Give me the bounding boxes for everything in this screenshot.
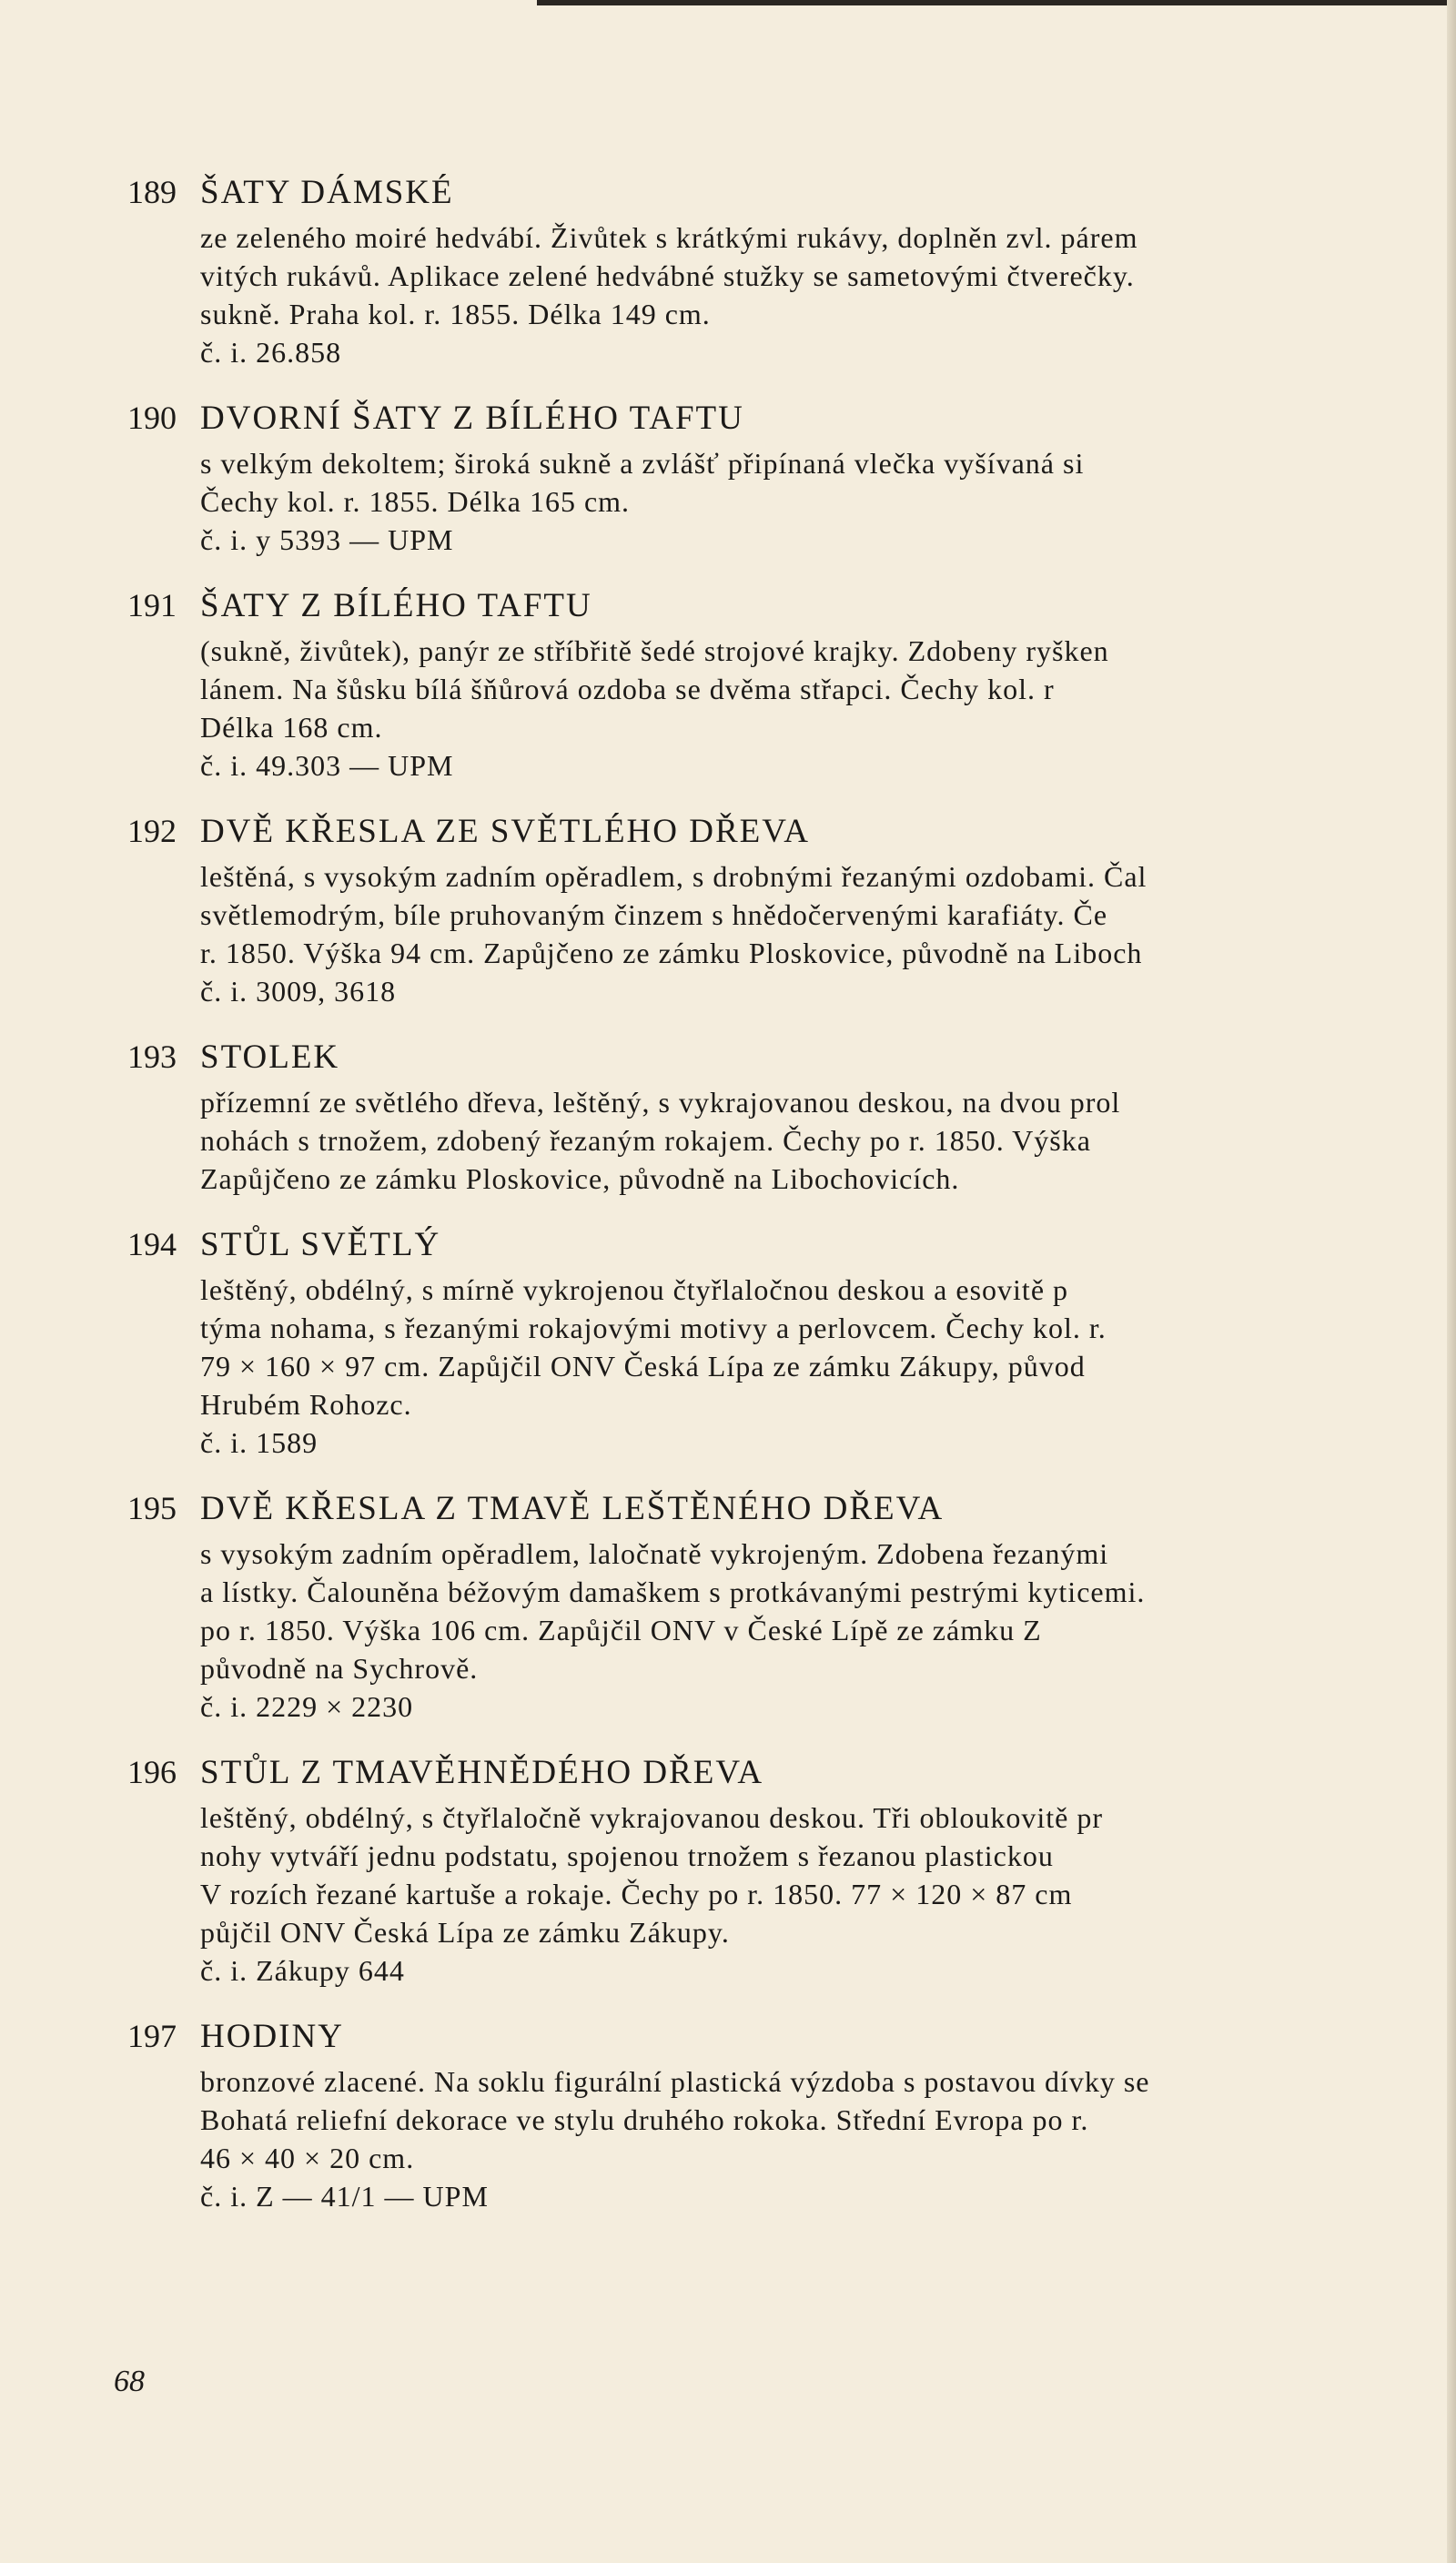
entry-heading [127, 1225, 1456, 1271]
entry-heading [127, 173, 1456, 218]
description-line: Zapůjčeno ze zámku Ploskovice, původně na Libochovicích. [200, 1162, 960, 1195]
catalog-entry [127, 1038, 1456, 1198]
catalog-entry [127, 399, 1456, 559]
entry-description [200, 218, 1456, 371]
inventory-number: č. i. Z — 41/1 — UPM [200, 2180, 489, 2213]
catalog-entry [127, 586, 1456, 785]
description-line: leštěný, obdélný, s čtyřlaločně vykrajovanou deskou. Tři obloukovitě pr [200, 1801, 1103, 1834]
entry-title: STŮL Z TMAVĚHNĚDÉHO DŘEVA [200, 1754, 764, 1791]
description-line: původně na Sychrově. [200, 1652, 479, 1685]
entry-description [200, 1271, 1456, 1462]
entry-number: 195 [127, 1490, 177, 1526]
entry-description [200, 1535, 1456, 1726]
entry-description [200, 1083, 1456, 1198]
entry-heading [127, 812, 1456, 857]
inventory-number: č. i. 1589 [200, 1426, 318, 1459]
description-line: nohy vytváří jednu podstatu, spojenou trnožem s řezanou plastickou [200, 1839, 1054, 1872]
description-line: Délka 168 cm. [200, 711, 383, 744]
description-line: leštěný, obdélný, s mírně vykrojenou čtyřlaločnou deskou a esovitě p [200, 1273, 1069, 1306]
description-line: (sukně, živůtek), panýr ze stříbřitě šedé strojové krajky. Zdobeny ryšken [200, 634, 1109, 667]
entry-title: DVĚ KŘESLA Z TMAVĚ LEŠTĚNÉHO DŘEVA [200, 1490, 945, 1527]
entry-number: 190 [127, 400, 177, 436]
entry-number: 192 [127, 813, 177, 849]
inventory-number: č. i. 26.858 [200, 336, 342, 369]
catalog-entry [127, 2017, 1456, 2215]
entry-description [200, 632, 1456, 785]
inventory-number: č. i. y 5393 — UPM [200, 523, 454, 556]
entry-number: 194 [127, 1226, 177, 1262]
entry-number: 191 [127, 587, 177, 623]
description-line: r. 1850. Výška 94 cm. Zapůjčeno ze zámku Ploskovice, původně na Liboch [200, 937, 1143, 969]
description-line: sukně. Praha kol. r. 1855. Délka 149 cm. [200, 298, 711, 330]
description-line: leštěná, s vysokým zadním opěradlem, s drobnými řezanými ozdobami. Čal [200, 860, 1148, 893]
catalog-entry [127, 1753, 1456, 1990]
description-line: světlemodrým, bíle pruhovaným činzem s hnědočervenými karafiáty. Če [200, 898, 1108, 931]
description-line: Hrubém Rohozc. [200, 1388, 412, 1421]
catalog-entries [127, 173, 1456, 2243]
description-line: s vysokým zadním opěradlem, laločnatě vykrojeným. Zdobena řezanými [200, 1537, 1109, 1570]
entry-description [200, 1798, 1456, 1990]
description-line: po r. 1850. Výška 106 cm. Zapůjčil ONV v České Lípě ze zámku Z [200, 1614, 1042, 1646]
catalog-entry [127, 1225, 1456, 1462]
entry-number: 189 [127, 174, 177, 210]
entry-heading [127, 2017, 1456, 2062]
entry-description [200, 857, 1456, 1010]
entry-title: STŮL SVĚTLÝ [200, 1226, 441, 1263]
page-number: 68 [114, 2365, 145, 2398]
catalog-entry [127, 173, 1456, 371]
entry-number: 196 [127, 1754, 177, 1790]
description-line: s velkým dekoltem; široká sukně a zvlášť připínaná vlečka vyšívaná si [200, 447, 1085, 480]
description-line: bronzové zlacené. Na soklu figurální plastická výzdoba s postavou dívky se [200, 2065, 1150, 2098]
top-edge-rule [537, 0, 1456, 5]
catalog-entry [127, 812, 1456, 1010]
inventory-number: č. i. Zákupy 644 [200, 1954, 405, 1987]
entry-description [200, 444, 1456, 559]
description-line: 79 × 160 × 97 cm. Zapůjčil ONV Česká Lípa ze zámku Zákupy, původ [200, 1350, 1086, 1383]
entry-heading [127, 586, 1456, 632]
entry-title: STOLEK [200, 1038, 340, 1076]
entry-number: 197 [127, 2018, 177, 2054]
description-line: Bohatá reliefní dekorace ve stylu druhého rokoka. Střední Evropa po r. [200, 2103, 1089, 2136]
description-line: V rozích řezané kartuše a rokaje. Čechy po r. 1850. 77 × 120 × 87 cm [200, 1878, 1073, 1910]
entry-heading [127, 399, 1456, 444]
catalog-entry [127, 1489, 1456, 1726]
inventory-number: č. i. 3009, 3618 [200, 975, 397, 1008]
description-line: týma nohama, s řezanými rokajovými motivy a perlovcem. Čechy kol. r. [200, 1312, 1107, 1344]
description-line: lánem. Na šůsku bílá šňůrová ozdoba se dvěma střapci. Čechy kol. r [200, 673, 1055, 705]
description-line: vitých rukávů. Aplikace zelené hedvábné stužky se sametovými čtverečky. [200, 259, 1135, 292]
inventory-number: č. i. 49.303 — UPM [200, 749, 454, 782]
entry-title: ŠATY Z BÍLÉHO TAFTU [200, 587, 592, 624]
description-line: 46 × 40 × 20 cm. [200, 2142, 415, 2174]
inventory-number: č. i. 2229 × 2230 [200, 1690, 414, 1723]
entry-heading [127, 1753, 1456, 1798]
entry-heading [127, 1489, 1456, 1535]
description-line: nohách s trnožem, zdobený řezaným rokajem. Čechy po r. 1850. Výška [200, 1124, 1091, 1157]
entry-title: DVĚ KŘESLA ZE SVĚTLÉHO DŘEVA [200, 813, 810, 850]
entry-description [200, 2062, 1456, 2215]
entry-number: 193 [127, 1038, 177, 1075]
description-line: Čechy kol. r. 1855. Délka 165 cm. [200, 485, 631, 518]
entry-title: ŠATY DÁMSKÉ [200, 174, 454, 211]
description-line: půjčil ONV Česká Lípa ze zámku Zákupy. [200, 1916, 730, 1949]
description-line: přízemní ze světlého dřeva, leštěný, s vykrajovanou deskou, na dvou prol [200, 1086, 1121, 1119]
description-line: a lístky. Čalouněna béžovým damaškem s protkávanými pestrými kyticemi. [200, 1575, 1146, 1608]
entry-title: DVORNÍ ŠATY Z BÍLÉHO TAFTU [200, 400, 744, 437]
entry-heading [127, 1038, 1456, 1083]
description-line: ze zeleného moiré hedvábí. Živůtek s krátkými rukávy, doplněn zvl. párem [200, 221, 1138, 254]
entry-title: HODINY [200, 2018, 344, 2055]
